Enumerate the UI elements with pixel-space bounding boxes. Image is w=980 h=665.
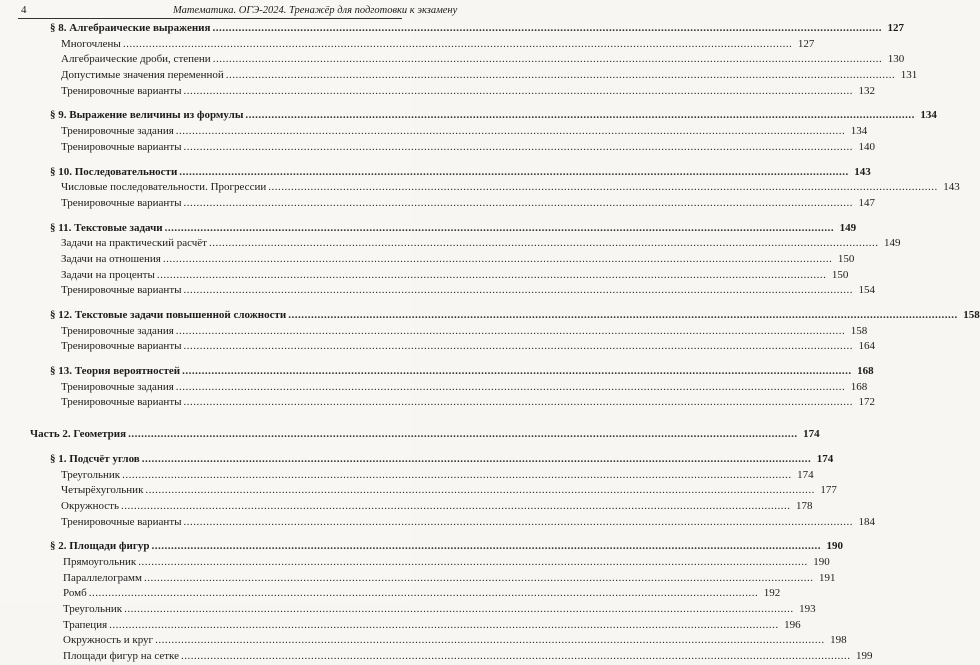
toc-item[interactable] bbox=[0, 571, 836, 587]
toc-page-number: 132 bbox=[858, 84, 876, 97]
toc-item[interactable] bbox=[0, 68, 918, 84]
toc-section-title: § 9. Выражение величины из формулы bbox=[50, 109, 244, 122]
toc-page-number: 164 bbox=[858, 340, 876, 353]
toc-item[interactable] bbox=[0, 252, 855, 268]
toc-page-number: 193 bbox=[799, 603, 816, 615]
toc-item[interactable] bbox=[0, 649, 873, 665]
toc-page-number: 174 bbox=[797, 468, 814, 481]
toc-page-number: 150 bbox=[837, 252, 855, 265]
dot-leader bbox=[184, 515, 854, 531]
dot-leader bbox=[209, 236, 879, 252]
toc-item-label: Окружность и круг bbox=[63, 634, 154, 647]
dot-leader bbox=[213, 52, 883, 68]
toc-page-number: 147 bbox=[858, 196, 876, 209]
table-of-contents bbox=[0, 21, 980, 665]
toc-item-label: Тренировочные варианты bbox=[61, 396, 182, 409]
toc-item[interactable] bbox=[0, 268, 849, 284]
toc-page-number: 174 bbox=[803, 428, 820, 441]
toc-item-label: Многочлены bbox=[61, 37, 121, 50]
dot-leader bbox=[151, 539, 821, 555]
toc-item[interactable] bbox=[0, 618, 801, 634]
toc-item-label: Тренировочные задания bbox=[61, 380, 174, 393]
toc-page-number: 198 bbox=[830, 634, 847, 647]
dot-leader bbox=[176, 124, 846, 140]
toc-page-number: 190 bbox=[826, 540, 843, 553]
dot-leader bbox=[184, 283, 854, 299]
dot-leader bbox=[176, 380, 846, 396]
toc-item[interactable] bbox=[0, 196, 876, 212]
toc-item[interactable] bbox=[0, 395, 876, 411]
toc-item-label: Задачи на отношения bbox=[61, 252, 161, 265]
toc-item-label: Допустимые значения переменной bbox=[61, 69, 224, 82]
toc-page-number: 131 bbox=[900, 69, 918, 82]
toc-item-label: Параллелограмм bbox=[63, 571, 142, 584]
dot-leader bbox=[184, 140, 854, 156]
dot-leader bbox=[184, 339, 854, 355]
toc-item-label: Тренировочные варианты bbox=[61, 84, 182, 97]
toc-item-label: Трапеция bbox=[63, 618, 108, 631]
toc-page-number: 178 bbox=[795, 499, 813, 512]
toc-page-number: 174 bbox=[816, 452, 834, 465]
toc-item[interactable] bbox=[0, 339, 876, 355]
toc-item[interactable] bbox=[0, 124, 868, 140]
toc-item[interactable] bbox=[0, 84, 876, 100]
toc-item-label: Четырёхугольник bbox=[61, 484, 144, 497]
dot-leader bbox=[176, 324, 846, 340]
toc-page-number: 150 bbox=[831, 268, 849, 281]
dot-leader bbox=[144, 571, 814, 587]
toc-page-number: 140 bbox=[858, 140, 876, 153]
toc-item[interactable] bbox=[0, 468, 814, 484]
toc-item-label: Тренировочные задания bbox=[61, 324, 174, 337]
toc-page-number: 184 bbox=[858, 515, 876, 528]
dot-leader bbox=[89, 586, 759, 602]
dot-leader bbox=[184, 84, 854, 100]
toc-section-13[interactable] bbox=[0, 364, 874, 380]
dot-leader bbox=[184, 196, 854, 212]
dot-leader bbox=[109, 618, 779, 634]
toc-page-number: 158 bbox=[963, 309, 980, 321]
toc-item-label: Задачи на практический расчёт bbox=[61, 237, 207, 250]
toc-item-label: Прямоугольник bbox=[63, 555, 137, 568]
toc-section-title: § 2. Площади фигур bbox=[50, 540, 150, 553]
toc-item-label: Тренировочные варианты bbox=[61, 140, 182, 153]
toc-section-10[interactable] bbox=[0, 165, 871, 181]
toc-part-title: Часть 2. Геометрия bbox=[30, 428, 127, 441]
toc-section-title: § 12. Текстовые задачи повышенной сложности bbox=[50, 309, 287, 321]
toc-section-2[interactable] bbox=[0, 539, 843, 555]
toc-item[interactable] bbox=[0, 586, 781, 602]
dot-leader bbox=[184, 395, 854, 411]
toc-page-number: 134 bbox=[920, 109, 937, 122]
dot-leader bbox=[245, 108, 915, 124]
running-title: Математика. ОГЭ-2024. Тренажёр для подготовки к экзамену bbox=[173, 5, 458, 16]
toc-item[interactable] bbox=[0, 380, 868, 396]
toc-page-number: 168 bbox=[850, 380, 868, 393]
toc-item[interactable] bbox=[0, 140, 876, 156]
toc-page-number: 190 bbox=[813, 555, 830, 568]
toc-item[interactable] bbox=[0, 483, 837, 499]
toc-item-label: Тренировочные варианты bbox=[61, 340, 182, 353]
dot-leader bbox=[123, 37, 793, 53]
dot-leader bbox=[179, 165, 849, 181]
dot-leader bbox=[165, 221, 835, 237]
toc-item[interactable] bbox=[0, 515, 876, 531]
toc-item-label: Тренировочные варианты bbox=[61, 196, 182, 209]
toc-item-label: Тренировочные варианты bbox=[61, 284, 182, 297]
toc-section-9[interactable] bbox=[0, 108, 937, 124]
toc-page-number: 149 bbox=[884, 237, 901, 250]
toc-page-number: 168 bbox=[857, 365, 874, 378]
toc-page-number: 154 bbox=[858, 284, 876, 297]
toc-section-8[interactable] bbox=[0, 21, 904, 37]
dot-leader bbox=[128, 427, 798, 443]
toc-item[interactable] bbox=[0, 180, 960, 196]
toc-item[interactable] bbox=[0, 324, 868, 340]
toc-page-number: 134 bbox=[850, 125, 868, 138]
dot-leader bbox=[138, 555, 808, 571]
dot-leader bbox=[157, 268, 827, 284]
toc-page-number: 127 bbox=[887, 22, 904, 34]
toc-page-number: 199 bbox=[855, 650, 873, 663]
dot-leader bbox=[142, 452, 812, 468]
toc-page-number: 177 bbox=[820, 484, 837, 497]
toc-item-label: Треугольник bbox=[61, 468, 121, 481]
dot-leader bbox=[212, 21, 882, 37]
toc-item-label: Алгебраические дроби, степени bbox=[61, 53, 211, 66]
toc-page-number: 143 bbox=[854, 165, 871, 178]
toc-item-label: Задачи на проценты bbox=[61, 268, 155, 281]
toc-page-number: 191 bbox=[818, 571, 836, 584]
toc-item-label: Окружность bbox=[61, 499, 119, 512]
toc-item-label: Ромб bbox=[63, 587, 87, 600]
toc-section-title: § 10. Последовательности bbox=[50, 165, 178, 178]
toc-item-label: Числовые последовательности. Прогрессии bbox=[61, 181, 267, 194]
toc-part-2[interactable] bbox=[0, 427, 820, 443]
toc-page-number: 172 bbox=[858, 396, 876, 409]
dot-leader bbox=[182, 364, 852, 380]
dot-leader bbox=[163, 252, 833, 268]
toc-page-number: 192 bbox=[763, 587, 781, 600]
dot-leader bbox=[288, 308, 958, 324]
toc-section-11[interactable] bbox=[0, 221, 857, 237]
toc-item[interactable] bbox=[0, 37, 815, 53]
toc-page-number: 149 bbox=[839, 221, 857, 234]
dot-leader bbox=[121, 499, 791, 515]
running-header bbox=[18, 4, 458, 19]
toc-item[interactable] bbox=[0, 499, 813, 515]
dot-leader bbox=[226, 68, 896, 84]
toc-item[interactable] bbox=[0, 633, 847, 649]
dot-leader bbox=[181, 649, 851, 665]
toc-item[interactable] bbox=[0, 52, 905, 68]
dot-leader bbox=[122, 468, 792, 484]
toc-page-number: 196 bbox=[784, 618, 801, 631]
toc-page-number: 143 bbox=[943, 181, 960, 194]
toc-page-number: 158 bbox=[850, 324, 868, 337]
toc-section-title: § 8. Алгебраические выражения bbox=[50, 22, 211, 34]
toc-item-label: Треугольник bbox=[63, 603, 123, 615]
dot-leader bbox=[124, 602, 794, 618]
toc-item[interactable] bbox=[0, 283, 876, 299]
toc-section-title: § 13. Теория вероятностей bbox=[50, 365, 181, 378]
toc-page-number: 127 bbox=[797, 37, 815, 50]
dot-leader bbox=[268, 180, 938, 196]
toc-item[interactable] bbox=[0, 236, 901, 252]
toc-item[interactable] bbox=[0, 555, 830, 571]
toc-section-title: § 11. Текстовые задачи bbox=[50, 221, 163, 234]
toc-section-1[interactable] bbox=[0, 452, 834, 468]
toc-page-number: 130 bbox=[887, 53, 905, 66]
toc-section-12[interactable] bbox=[0, 308, 980, 324]
dot-leader bbox=[155, 633, 825, 649]
toc-item-label: Тренировочные варианты bbox=[61, 515, 182, 528]
toc-item[interactable] bbox=[0, 602, 816, 618]
dot-leader bbox=[145, 483, 815, 499]
page-number: 4 bbox=[21, 4, 27, 16]
toc-section-title: § 1. Подсчёт углов bbox=[50, 452, 140, 465]
toc-item-label: Тренировочные задания bbox=[61, 125, 174, 138]
toc-item-label: Площади фигур на сетке bbox=[63, 650, 179, 663]
